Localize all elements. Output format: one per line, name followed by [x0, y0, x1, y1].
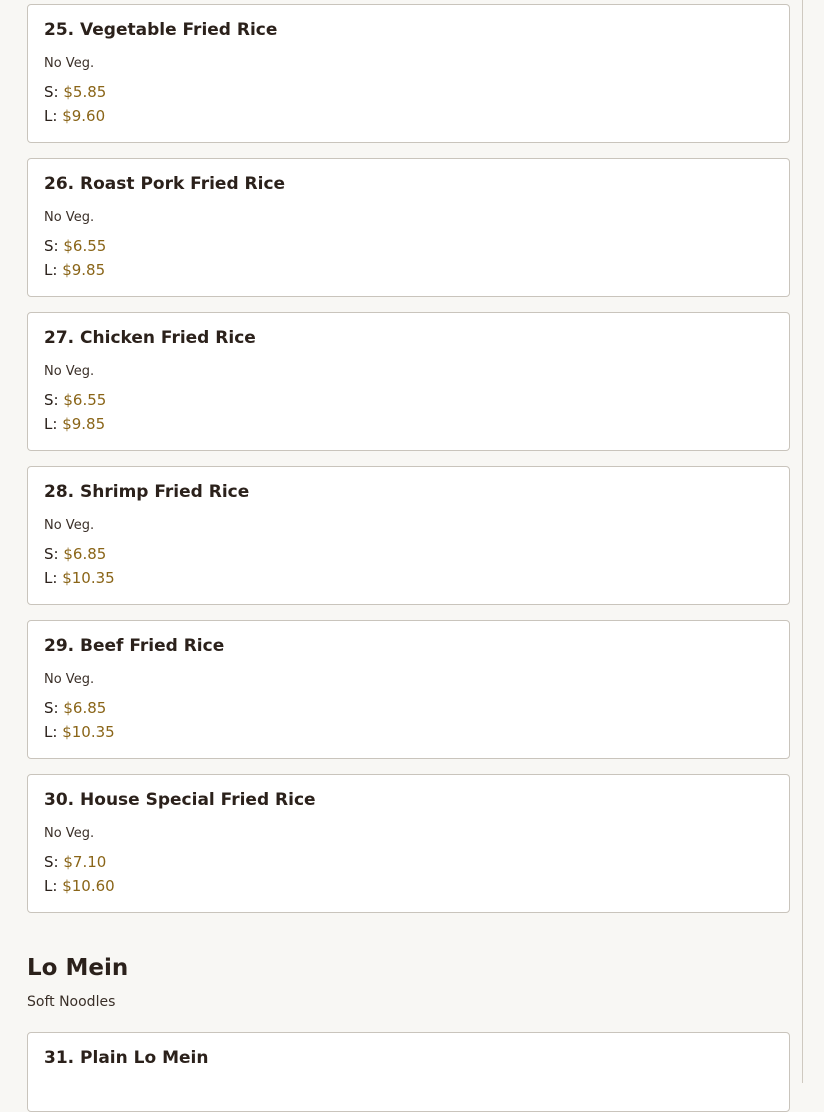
section-title: Lo Mein: [27, 955, 129, 981]
menu-item-card[interactable]: [27, 1032, 790, 1112]
menu-item-description: No Veg.: [44, 364, 95, 379]
section-subtitle: Soft Noodles: [27, 994, 116, 1010]
size-label: S:: [44, 83, 59, 101]
size-label: L:: [44, 107, 58, 125]
large-price-row: [44, 107, 105, 125]
large-price-row: [44, 723, 115, 741]
price-value: $5.85: [63, 83, 107, 101]
size-label: L:: [44, 723, 58, 741]
small-price-row: [44, 545, 106, 563]
menu-item-description: No Veg.: [44, 56, 95, 71]
page-edge-divider: [802, 0, 803, 1083]
size-label: S:: [44, 699, 59, 717]
menu-item-card[interactable]: [27, 158, 790, 297]
large-price-row: [44, 261, 105, 279]
menu-item-title: 26. Roast Pork Fried Rice: [44, 174, 286, 194]
size-label: L:: [44, 569, 58, 587]
size-label: S:: [44, 545, 59, 563]
menu-item-title: 30. House Special Fried Rice: [44, 790, 316, 810]
price-value: $10.35: [62, 723, 115, 741]
small-price-row: [44, 237, 106, 255]
large-price-row: [44, 569, 115, 587]
small-price-row: [44, 391, 106, 409]
menu-item-description: No Veg.: [44, 518, 95, 533]
menu-item-title: 27. Chicken Fried Rice: [44, 328, 256, 348]
menu-item-description: No Veg.: [44, 672, 95, 687]
price-value: $9.60: [62, 107, 106, 125]
small-price-row: [44, 699, 106, 717]
price-value: $6.55: [63, 391, 107, 409]
menu-item-card[interactable]: [27, 466, 790, 605]
size-label: S:: [44, 853, 59, 871]
menu-item-title: 29. Beef Fried Rice: [44, 636, 225, 656]
menu-item-description: No Veg.: [44, 826, 95, 841]
menu-item-card[interactable]: [27, 620, 790, 759]
size-label: L:: [44, 261, 58, 279]
large-price-row: [44, 415, 105, 433]
menu-item-card[interactable]: [27, 312, 790, 451]
price-value: $6.85: [63, 699, 107, 717]
price-value: $6.85: [63, 545, 107, 563]
menu-item-description: No Veg.: [44, 210, 95, 225]
price-value: $9.85: [62, 261, 106, 279]
menu-item-title: 28. Shrimp Fried Rice: [44, 482, 250, 502]
size-label: S:: [44, 237, 59, 255]
small-price-row: [44, 83, 106, 101]
price-value: $9.85: [62, 415, 106, 433]
size-label: L:: [44, 415, 58, 433]
menu-item-card[interactable]: [27, 774, 790, 913]
menu-item-card[interactable]: [27, 4, 790, 143]
small-price-row: [44, 853, 106, 871]
price-value: $7.10: [63, 853, 107, 871]
large-price-row: [44, 877, 115, 895]
price-value: $10.60: [62, 877, 115, 895]
size-label: S:: [44, 391, 59, 409]
menu-item-title: 25. Vegetable Fried Rice: [44, 20, 278, 40]
size-label: L:: [44, 877, 58, 895]
menu-item-title: 31. Plain Lo Mein: [44, 1048, 209, 1068]
price-value: $10.35: [62, 569, 115, 587]
price-value: $6.55: [63, 237, 107, 255]
